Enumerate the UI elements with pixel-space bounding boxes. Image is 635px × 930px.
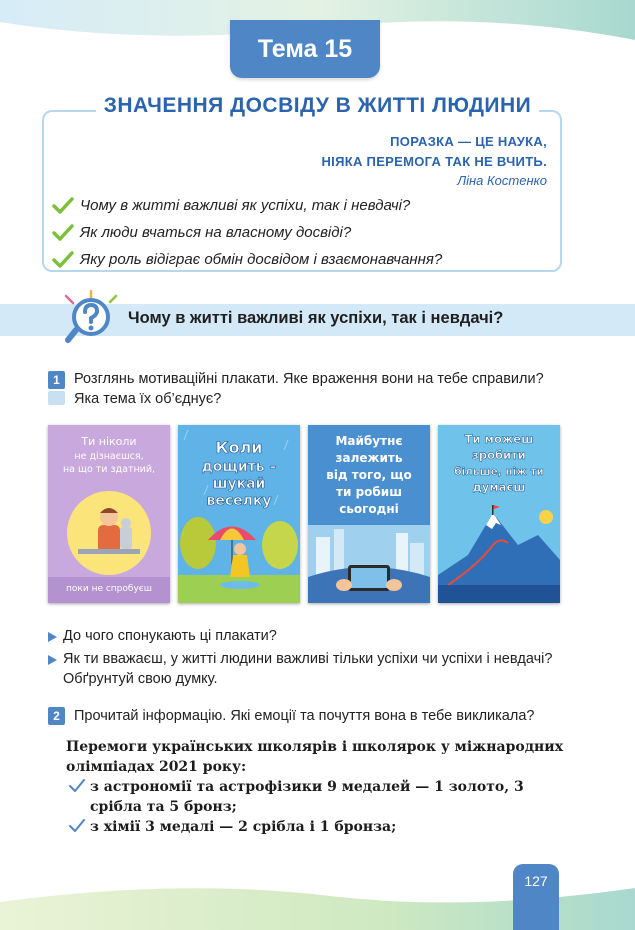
motivational-poster-1 bbox=[48, 425, 170, 603]
bullet-triangle-icon bbox=[48, 655, 57, 665]
poster-text: думаєш bbox=[472, 480, 526, 494]
epigraph-author: Ліна Костенко bbox=[457, 173, 547, 188]
epigraph-line-1: ПОРАЗКА — ЦЕ НАУКА, bbox=[390, 134, 547, 149]
list-item: Як ти вважаєш, у житті людини важливі тільки успіхи чи успіхи і невдачі? Обґрунтуй свою думку. bbox=[48, 649, 568, 689]
key-questions bbox=[52, 192, 552, 273]
check-icon bbox=[52, 224, 74, 242]
epigraph bbox=[321, 132, 547, 190]
check-icon bbox=[68, 818, 86, 834]
bullet-triangle-icon bbox=[48, 632, 57, 642]
list-item: До чого спонукають ці плакати? bbox=[48, 626, 568, 646]
poster-text: Ти можеш bbox=[464, 432, 534, 446]
poster-text: поки не спробуєш bbox=[66, 584, 152, 594]
motivational-poster-3 bbox=[308, 425, 430, 603]
check-icon bbox=[52, 197, 74, 215]
epigraph-line-2: НІЯКА ПЕРЕМОГА ТАК НЕ ВЧИТЬ. bbox=[321, 154, 547, 169]
section-title: Чому в житті важливі як успіхи, так і невдачі? bbox=[128, 309, 504, 327]
poster-text: зробити bbox=[472, 448, 526, 462]
task-number-marker bbox=[48, 391, 65, 405]
poster-text: веселку bbox=[206, 493, 272, 509]
check-icon bbox=[68, 778, 86, 794]
list-item: Яку роль відіграє обмін досвідом і взаємонавчання? bbox=[52, 246, 552, 273]
info-lead: Перемоги українських школярів і школярок у міжнародних олімпіадах 2021 року: bbox=[66, 739, 564, 775]
task-number: 1 bbox=[48, 371, 65, 389]
task-text: Розглянь мотиваційні плакати. Яке враження вони на тебе справили? Яка тема їх об’єднує? bbox=[74, 371, 544, 407]
list-item: з хімії 3 медалі — 2 срібла і 1 бронза; bbox=[66, 817, 566, 837]
motivational-poster-4 bbox=[438, 425, 560, 603]
discussion-questions bbox=[48, 626, 568, 692]
list-item: з астрономії та астрофізики 9 медалей — 1 золото, 3 срібла та 5 бронз; bbox=[66, 777, 566, 817]
topic-label: Тема 15 bbox=[230, 20, 380, 78]
task-number: 2 bbox=[48, 707, 65, 725]
poster-text: від того, що bbox=[326, 468, 412, 482]
list-item: Як люди вчаться на власному досвіді? bbox=[52, 219, 552, 246]
medal-list bbox=[66, 777, 566, 837]
check-icon bbox=[52, 251, 74, 269]
poster-text: ти робиш bbox=[336, 485, 402, 499]
poster-text: більше, ніж ти bbox=[454, 466, 544, 478]
olympiad-info bbox=[66, 737, 566, 837]
poster-text: Майбутнє bbox=[335, 434, 403, 448]
poster-text: дощить – bbox=[201, 459, 277, 475]
poster-text: сьогодні bbox=[339, 502, 399, 516]
poster-text: Ти ніколи bbox=[81, 435, 137, 448]
poster-text: на що ти здатний, bbox=[62, 464, 156, 475]
poster-text: Коли bbox=[215, 438, 263, 457]
poster-text: шукай bbox=[212, 476, 266, 492]
page-title: ЗНАЧЕННЯ ДОСВІДУ В ЖИТТІ ЛЮДИНИ bbox=[0, 94, 635, 118]
page-number: 127 bbox=[513, 864, 559, 930]
motivational-poster-2 bbox=[178, 425, 300, 603]
poster-text: залежить bbox=[335, 451, 403, 465]
poster-text: не дізнаєшся, bbox=[74, 451, 144, 462]
list-item: Чому в житті важливі як успіхи, так і невдачі? bbox=[52, 192, 552, 219]
task-text: Прочитай інформацію. Які емоції та почуття вона в тебе викликала? bbox=[74, 708, 535, 724]
magnifier-question-icon bbox=[60, 290, 122, 346]
